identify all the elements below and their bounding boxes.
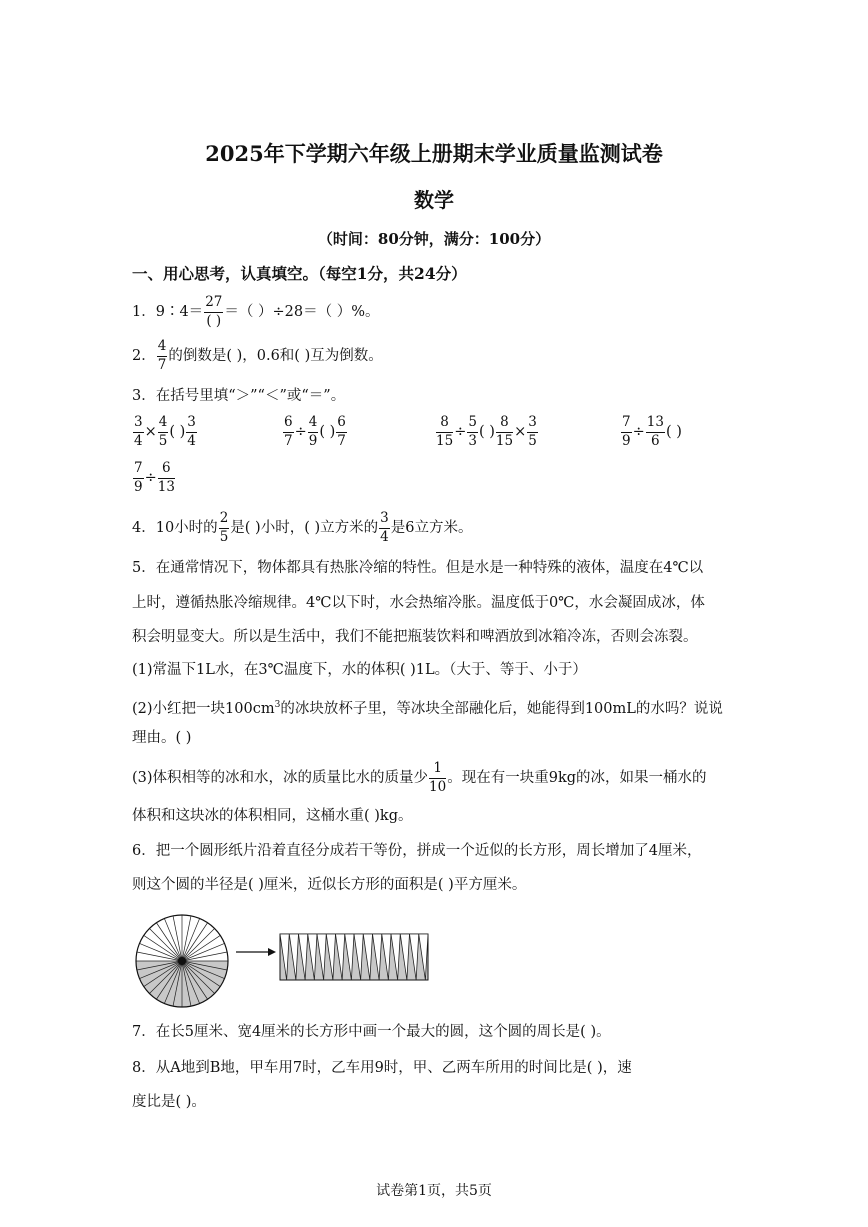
divided-circle — [136, 915, 228, 1007]
q5-sub-3: (3)体积相等的冰和水，冰的质量比水的质量少 $\frac{1}{10}$ 。现在有一块重9kg的冰，如果一桶水的 — [132, 760, 707, 795]
q6-line-2: 则这个圆的半径是( )厘米，近似长方形的面积是( )平方厘米。 — [132, 877, 527, 893]
fraction: $\frac{4}{7}$ — [157, 338, 167, 373]
q5-sub-3-cont: 体积和这块冰的体积相同，这桶水重( )kg。 — [132, 808, 413, 824]
q5-line-3: 积会明显变大。所以是生活中，我们不能把瓶装饮料和啤酒放到冰箱冷冻，否则会冻裂。 — [132, 629, 698, 645]
approximate-rectangle — [280, 934, 428, 980]
question-7: 7．在长5厘米、宽4厘米的长方形中画一个最大的圆，这个圆的周长是( )。 — [132, 1024, 611, 1040]
q6-line-1: 6．把一个圆形纸片沿着直径分成若干等份，拼成一个近似的长方形，周长增加了4厘米， — [132, 843, 702, 859]
answer-blank[interactable]: ( ) — [319, 424, 336, 440]
arrow-icon — [236, 948, 276, 956]
q8-line-1: 8．从A地到B地，甲车用7时，乙车用9时，甲、乙两车所用的时间比是( )，速 — [132, 1060, 632, 1076]
subject-title: 数学 — [414, 188, 454, 212]
q5-sub-2-reason: 理由。( ) — [132, 730, 192, 746]
q3-expression-2: $\frac{6}{7}$ ÷ $\frac{4}{9}$ ( ) $\frac{6}{7}$ — [284, 414, 346, 449]
question-3-intro: 3．在括号里填“＞”“＜”或“＝”。 — [132, 388, 346, 404]
page-footer: 试卷第1页，共5页 — [376, 1183, 492, 1199]
answer-blank[interactable]: ( ) — [169, 424, 186, 440]
circle-to-rectangle-figure — [130, 912, 440, 1012]
question-1: 1．9∶4＝ $\frac{27}{( )}$ ＝（ ）÷28＝（ ）%。 — [132, 294, 380, 329]
q5-line-1: 5．在通常情况下，物体都具有热胀冷缩的特性。但是水是一种特殊的液体，温度在4℃以 — [132, 560, 704, 576]
q3-expression-3: $\frac{8}{15}$ ÷ $\frac{5}{3}$ ( ) $\frac{8}{15}$ × $\frac{3}{5}$ — [436, 414, 537, 449]
q8-line-2: 度比是( )。 — [132, 1094, 206, 1110]
answer-blank[interactable]: ( ) — [665, 424, 682, 440]
exam-title: 2025年下学期六年级上册期末学业质量监测试卷 — [205, 141, 663, 166]
section-heading: 一、用心思考，认真填空。（每空1分，共24分） — [132, 264, 467, 283]
q5-sub-2: (2)小红把一块$100cm^3$的冰块放杯子里，等冰块全部融化后，她能得到100mL的水吗？说说 — [132, 700, 723, 717]
answer-blank[interactable]: ( ) — [478, 424, 495, 440]
q3-expression-5: $\frac{7}{9}$ ÷ $\frac{6}{13}$ — [134, 460, 175, 495]
q3-expression-1: $\frac{3}{4}$ × $\frac{4}{5}$ ( ) $\frac{3}{4}$ — [134, 414, 196, 449]
question-4: 4．10小时的 $\frac{2}{5}$ 是( )小时，( )立方米的 $\frac{3}{4}$ 是6立方米。 — [132, 510, 473, 545]
question-2: 2． $\frac{4}{7}$ 的倒数是( )，0.6和( )互为倒数。 — [132, 338, 383, 373]
q5-sub-1: (1)常温下1L水，在3℃温度下，水的体积( )1L。（大于、等于、小于） — [132, 662, 587, 678]
q3-expression-4: $\frac{7}{9}$ ÷ $\frac{13}{6}$ ( ) — [622, 414, 682, 449]
fraction: $\frac{27}{( )}$ — [205, 294, 223, 329]
q5-line-2: 上时，遵循热胀冷缩规律。4℃以下时，水会热缩冷胀。温度低于0℃，水会凝固成冰，体 — [132, 595, 705, 611]
time-info: （时间：80分钟，满分：100分） — [317, 230, 551, 248]
